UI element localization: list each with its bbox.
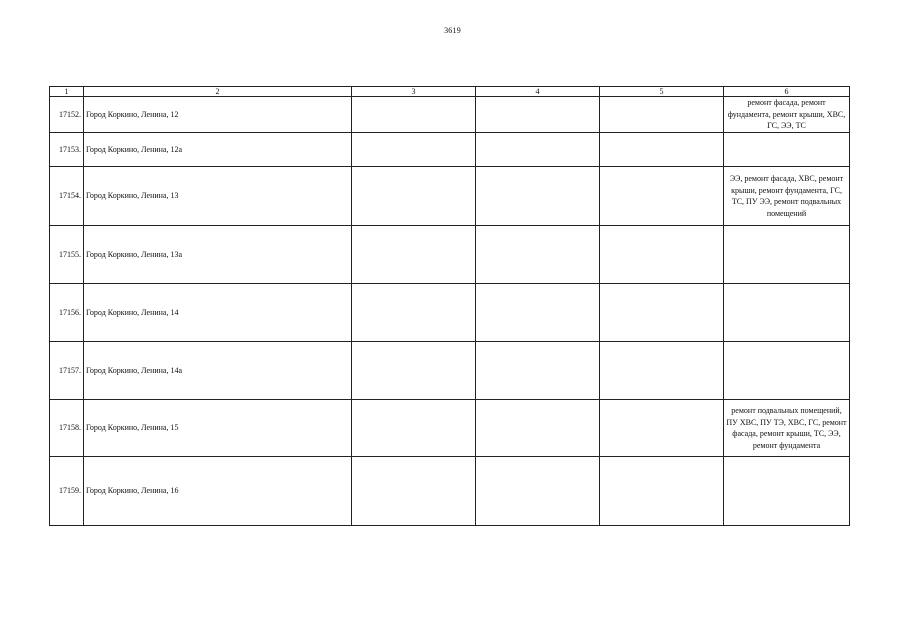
- row-cell-5: [600, 400, 724, 457]
- table-row: [50, 167, 850, 226]
- row-address: Город Коркино, Ленина, 12а: [84, 133, 352, 167]
- row-cell-3: [352, 167, 476, 226]
- column-header-3: 3: [352, 87, 476, 97]
- row-works: ЭЭ, ремонт фасада, ХВС, ремонт крыши, ремонт фундамента, ГС, ТС, ПУ ЭЭ, ремонт подвальных помещений: [724, 167, 850, 226]
- table-row: [50, 226, 850, 284]
- column-number-row: [50, 87, 850, 97]
- row-cell-5: [600, 226, 724, 284]
- row-cell-5: [600, 97, 724, 133]
- row-cell-4: [476, 97, 600, 133]
- row-number: 17159.: [50, 457, 84, 526]
- row-number: 17152.: [50, 97, 84, 133]
- column-header-2: 2: [84, 87, 352, 97]
- row-address: Город Коркино, Ленина, 12: [84, 97, 352, 133]
- row-cell-3: [352, 97, 476, 133]
- row-address: Город Коркино, Ленина, 15: [84, 400, 352, 457]
- row-cell-5: [600, 342, 724, 400]
- row-number: 17158.: [50, 400, 84, 457]
- row-works: ремонт подвальных помещений, ПУ ХВС, ПУ ТЭ, ХВС, ГС, ремонт фасада, ремонт крыши, ТС, ЭЭ, ремонт фундамента: [724, 400, 850, 457]
- row-number: 17156.: [50, 284, 84, 342]
- column-header-4: 4: [476, 87, 600, 97]
- column-header-5: 5: [600, 87, 724, 97]
- column-header-1: 1: [50, 87, 84, 97]
- row-cell-5: [600, 457, 724, 526]
- row-cell-5: [600, 167, 724, 226]
- row-number: 17157.: [50, 342, 84, 400]
- row-cell-3: [352, 226, 476, 284]
- column-header-6: 6: [724, 87, 850, 97]
- row-address: Город Коркино, Ленина, 14: [84, 284, 352, 342]
- row-cell-3: [352, 400, 476, 457]
- row-works: [724, 226, 850, 284]
- page-number: 3619: [444, 26, 461, 35]
- table-row: [50, 97, 850, 133]
- row-cell-3: [352, 457, 476, 526]
- row-address: Город Коркино, Ленина, 14а: [84, 342, 352, 400]
- row-address: Город Коркино, Ленина, 16: [84, 457, 352, 526]
- housing-register-table: [49, 86, 850, 526]
- row-cell-5: [600, 284, 724, 342]
- table-row: [50, 400, 850, 457]
- row-works: [724, 284, 850, 342]
- row-cell-4: [476, 167, 600, 226]
- row-works: ремонт фасада, ремонт фундамента, ремонт крыши, ХВС, ГС, ЭЭ, ТС: [724, 97, 850, 133]
- row-works: [724, 133, 850, 167]
- row-cell-4: [476, 457, 600, 526]
- row-works: [724, 342, 850, 400]
- row-cell-3: [352, 342, 476, 400]
- row-cell-4: [476, 226, 600, 284]
- table-row: [50, 457, 850, 526]
- row-number: 17154.: [50, 167, 84, 226]
- row-cell-3: [352, 284, 476, 342]
- row-cell-4: [476, 133, 600, 167]
- row-number: 17153.: [50, 133, 84, 167]
- row-cell-4: [476, 400, 600, 457]
- row-works: [724, 457, 850, 526]
- table-row: [50, 133, 850, 167]
- table-row: [50, 342, 850, 400]
- row-number: 17155.: [50, 226, 84, 284]
- table-row: [50, 284, 850, 342]
- row-address: Город Коркино, Ленина, 13а: [84, 226, 352, 284]
- row-cell-4: [476, 342, 600, 400]
- row-address: Город Коркино, Ленина, 13: [84, 167, 352, 226]
- row-cell-4: [476, 284, 600, 342]
- row-cell-5: [600, 133, 724, 167]
- row-cell-3: [352, 133, 476, 167]
